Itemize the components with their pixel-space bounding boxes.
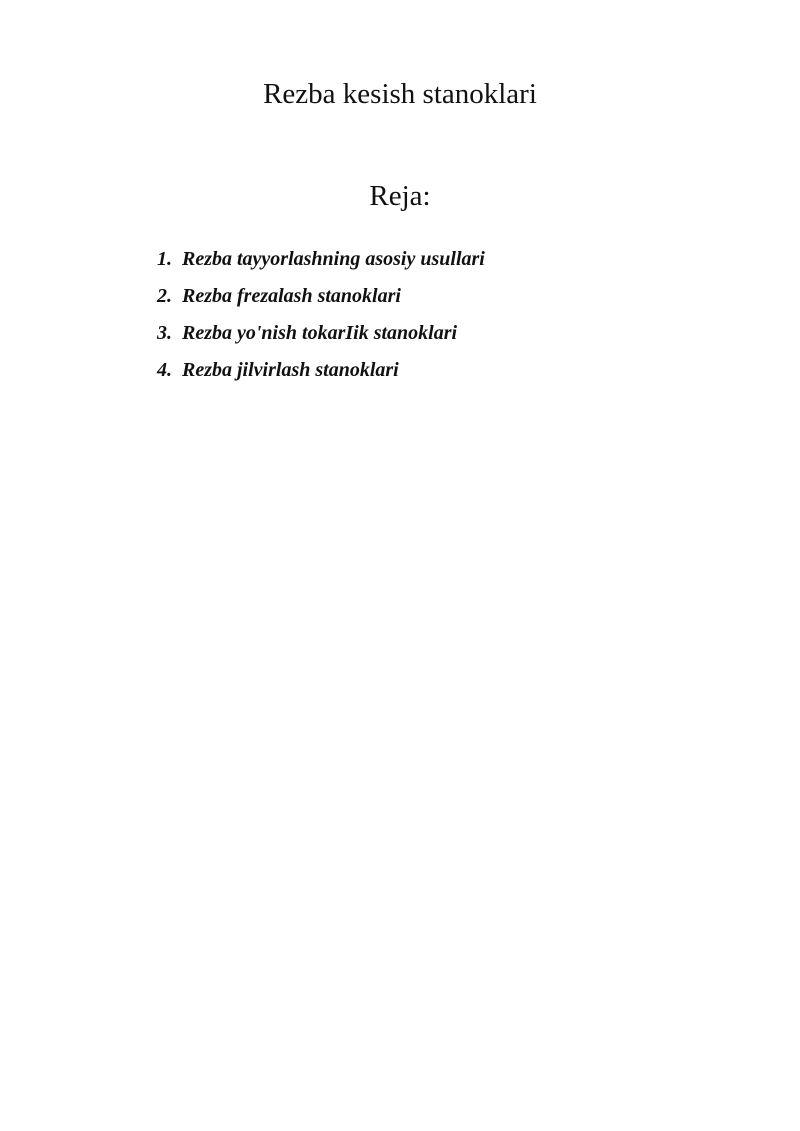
plan-item-number: 3. [157,322,172,344]
plan-item [157,356,485,393]
plan-heading: Reja: [369,180,431,212]
plan-list [157,245,485,393]
plan-item-text: Rezba yo'nish tokarIik stanoklari [182,322,458,344]
plan-item-number: 1. [157,248,172,270]
document-title: Rezba kesish stanoklari [263,78,537,110]
plan-item [157,319,485,356]
plan-item-text: Rezba frezalash stanoklari [182,285,401,307]
plan-item-number: 2. [157,285,172,307]
plan-item [157,245,485,282]
plan-item-number: 4. [157,359,172,381]
plan-item-text: Rezba jilvirlash stanoklari [182,359,399,381]
plan-item-text: Rezba tayyorlashning asosiy usullari [182,248,485,270]
plan-item [157,282,485,319]
